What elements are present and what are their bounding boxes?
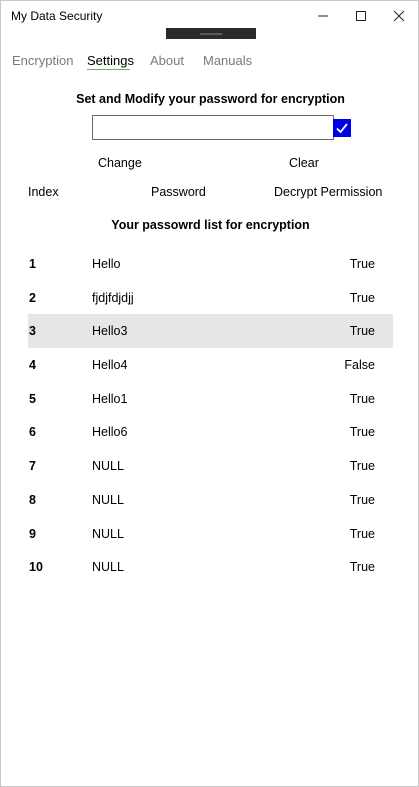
password-input[interactable] bbox=[92, 115, 334, 140]
column-header-password: Password bbox=[151, 185, 206, 199]
row-password: NULL bbox=[92, 560, 124, 575]
row-index: 2 bbox=[29, 290, 36, 305]
row-password: NULL bbox=[92, 459, 124, 474]
checkmark-icon bbox=[335, 121, 349, 135]
row-decrypt-permission: True bbox=[349, 324, 375, 339]
row-index: 8 bbox=[29, 492, 36, 507]
list-item[interactable] bbox=[28, 348, 393, 382]
row-password: Hello1 bbox=[92, 391, 128, 406]
column-header-index: Index bbox=[28, 185, 59, 199]
row-index: 9 bbox=[29, 526, 36, 541]
row-index: 3 bbox=[29, 324, 36, 339]
row-decrypt-permission: True bbox=[349, 492, 375, 507]
row-decrypt-permission: False bbox=[344, 358, 375, 373]
row-password: NULL bbox=[92, 526, 124, 541]
row-decrypt-permission: True bbox=[349, 459, 375, 474]
maximize-button[interactable] bbox=[341, 1, 381, 31]
list-item[interactable] bbox=[28, 449, 393, 483]
row-decrypt-permission: True bbox=[349, 526, 375, 541]
row-decrypt-permission: True bbox=[349, 391, 375, 406]
column-header-permission: Decrypt Permission bbox=[274, 185, 383, 199]
row-index: 1 bbox=[29, 257, 36, 271]
list-item[interactable] bbox=[28, 281, 393, 315]
list-item[interactable] bbox=[28, 550, 393, 584]
row-password: Hello6 bbox=[92, 425, 128, 440]
row-password: Hello bbox=[92, 257, 121, 271]
row-password: Hello3 bbox=[92, 324, 128, 339]
clear-button[interactable]: Clear bbox=[289, 156, 319, 170]
tab-encryption[interactable]: Encryption bbox=[12, 53, 74, 68]
drag-handle[interactable] bbox=[166, 28, 256, 39]
row-decrypt-permission: True bbox=[349, 425, 375, 440]
confirm-checkbox[interactable] bbox=[333, 119, 351, 137]
row-decrypt-permission: True bbox=[349, 257, 375, 271]
row-password: Hello4 bbox=[92, 358, 128, 373]
row-password: NULL bbox=[92, 492, 124, 507]
list-item[interactable] bbox=[28, 247, 393, 281]
window-title: My Data Security bbox=[11, 9, 103, 23]
row-decrypt-permission: True bbox=[349, 560, 375, 575]
tab-settings[interactable] bbox=[87, 53, 134, 68]
title-bar bbox=[1, 1, 418, 31]
row-index: 7 bbox=[29, 459, 36, 474]
list-title: Your passowrd list for encryption bbox=[111, 218, 310, 232]
minimize-icon bbox=[317, 10, 329, 22]
change-button[interactable]: Change bbox=[98, 156, 142, 170]
list-item[interactable] bbox=[28, 382, 393, 416]
settings-heading: Set and Modify your password for encryption bbox=[76, 92, 345, 106]
close-button[interactable] bbox=[379, 1, 419, 31]
list-item[interactable] bbox=[28, 517, 393, 551]
row-index: 4 bbox=[29, 358, 36, 373]
tab-settings-label: Settings bbox=[87, 53, 134, 68]
row-password: fjdjfdjdjj bbox=[92, 290, 134, 305]
close-icon bbox=[393, 10, 405, 22]
list-item[interactable] bbox=[28, 483, 393, 517]
password-list bbox=[28, 247, 393, 584]
tab-manuals[interactable]: Manuals bbox=[203, 53, 253, 68]
minimize-button[interactable] bbox=[303, 1, 343, 31]
row-index: 10 bbox=[29, 560, 43, 575]
row-index: 5 bbox=[29, 391, 36, 406]
maximize-icon bbox=[355, 10, 367, 22]
list-item[interactable] bbox=[28, 314, 393, 348]
list-item[interactable] bbox=[28, 415, 393, 449]
tab-about[interactable]: About bbox=[150, 53, 184, 68]
active-tab-indicator bbox=[87, 69, 130, 70]
row-decrypt-permission: True bbox=[349, 290, 375, 305]
row-index: 6 bbox=[29, 425, 36, 440]
